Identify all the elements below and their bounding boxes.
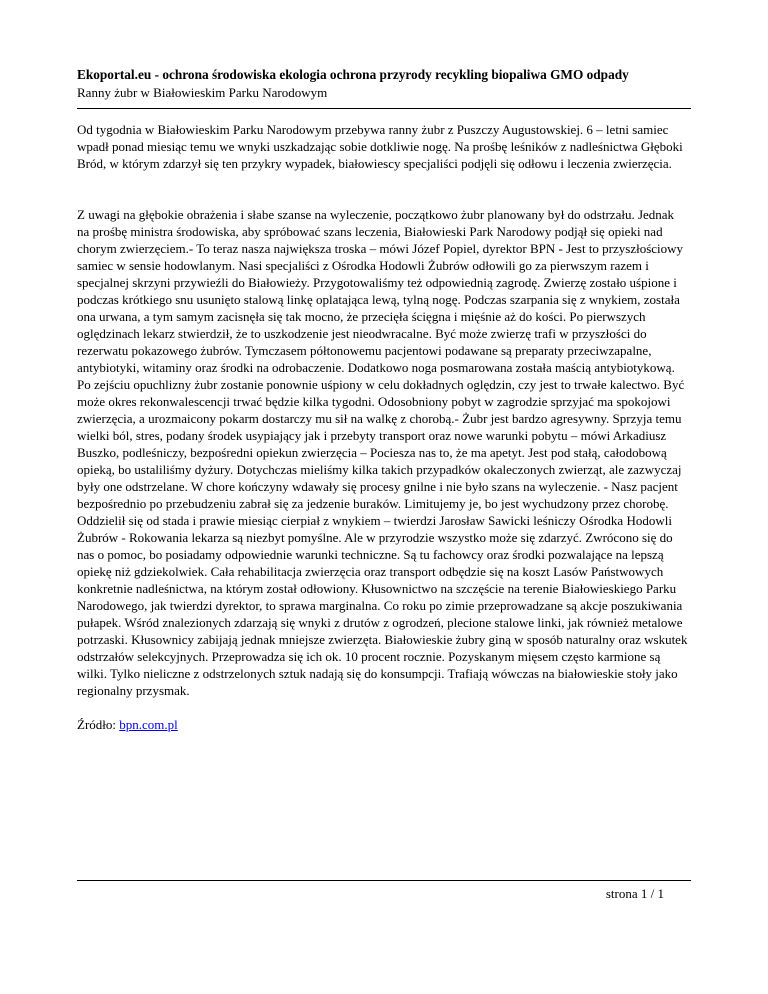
- header-divider: [77, 108, 691, 109]
- footer-divider: [77, 880, 691, 881]
- site-title: Ekoportal.eu - ochrona środowiska ekologia ochrona przyrody recykling biopaliwa GMO odpady: [77, 67, 629, 82]
- source-link[interactable]: bpn.com.pl: [119, 717, 178, 732]
- source-label: Źródło:: [77, 717, 116, 732]
- page-number: strona 1 / 1: [605, 886, 664, 901]
- article-body: [77, 121, 689, 733]
- article-paragraph-2: Z uwagi na głębokie obrażenia i słabe szanse na wyleczenie, początkowo żubr planowany był do odstrzału. Jednak na prośbę ministra środowiska, aby spróbować szans leczenia, Białowieski Park Narodowy podjął się opieki nad chorym zwierzęciem.- To teraz nasza największa troska – mówi Józef Popiel, dyrektor BPN - Jest to przyszłościowy samiec w sensie hodowlanym. Nasi specjaliści z Ośrodka Hodowli Żubrów odłowili go za pierwszym razem i specjalnej skrzyni przywieźli do Białowieży. Przygotowaliśmy też odpowiednią zagrodę. Zwierzę zostało uśpione i podczas krótkiego snu usunięto stalową linkę oplatająca lewą, tylną nogę. Podczas szarpania się z wnykiem, została ona urwana, a tym samym zacisnęła się tak mocno, że przecięła ścięgna i mięśnie aż do kości. Po pierwszych oględzinach lekarz stwierdził, że to uszkodzenie jest nieodwracalne. Być może zwierzę trafi w przyszłości do rezerwatu pokazowego żubrów. Tymczasem półtonowemu pacjentowi podawane są preparaty przeciwzapalne, antybiotyki, witaminy oraz środki na odrobaczenie. Dodatkowo noga posmarowana została maścią antybiotykową. Po zejściu opuchlizny żubr zostanie ponownie uśpiony w celu dokładnych oględzin, czy jest to trwałe kalectwo. Być może okres rekonwalescencji trwać będzie kilka tygodni. Odosobniony pobyt w zagrodzie sprzyjać ma spokojowi zwierzęcia, a urozmaicony pokarm dostarczy mu sił na walkę z chorobą.- Żubr jest bardzo agresywny. Sprzyja temu wielki ból, stres, podany środek usypiający jak i przebyty transport oraz nowe warunki pobytu – mówi Arkadiusz Buszko, podleśniczy, bezpośredni opiekun zwierzęcia – Pociesza nas to, że ma apetyt. Jest pod stałą, całodobową opieką, bo ustaliliśmy dyżury. Dotychczas mieliśmy kilka takich przypadków okaleczonych zwierząt, ale zazwyczaj były one odstrzelane. W chore kończyny wdawały się procesy gnilne i nie było szans na wyleczenie. - Nasz pacjent bezpośrednio po przebudzeniu zabrał się za jedzenie buraków. Limitujemy je, bo jest wychudzony przez chorobę. Oddzielił się od stada i prawie miesiąc cierpiał z wnykiem – twierdzi Jarosław Sawicki leśniczy Ośrodka Hodowli Żubrów - Rokowania lekarza są niezbyt pomyślne. Ale w przyrodzie wszystko może się zdarzyć. Zwrócono się do nas o pomoc, bo posiadamy odpowiednie warunki techniczne. Są tu fachowcy oraz środki pozwalające na lepszą opiekę niż gdziekolwiek. Cała rehabilitacja zwierzęcia oraz transport odbędzie się na koszt Lasów Państwowych konkretnie nadleśnictwa, na którym został odłowiony. Kłusownictwo na szczęście na terenie Białowieskiego Parku Narodowego, jak twierdzi dyrektor, to sprawa marginalna. Co roku po zimie przeprowadzane są akcje poszukiwania pułapek. Wśród znalezionych zdarzają się wnyki z drutów z ogrodzeń, plecione stalowe linki, jak również metalowe potrzaski. Kłusownicy zabijają jednak mniejsze zwierzęta. Białowieskie żubry giną w sposób naturalny oraz wskutek odstrzałów selekcyjnych. Przeprowadza się ich ok. 10 procent rocznie. Pozyskanym mięsem często karmione są wilki. Tylko nieliczne z odstrzelonych sztuk nadają się do konsumpcji. Trafiają wówczas na białowieskie stoły jako regionalny przysmak.: [77, 207, 688, 698]
- source-line: [77, 716, 689, 733]
- article-paragraph-1: Od tygodnia w Białowieskim Parku Narodowym przebywa ranny żubr z Puszczy Augustowskiej. 6 – letni samiec wpadł ponad miesiąc temu we wnyki uszkadzając sobie dotkliwie nogę. Na prośbę leśników z nadleśnictwa Głęboki Bród, w którym zdarzył się ten przykry wypadek, białowiescy specjaliści podjęli się odłowu i leczenia zwierzęcia.: [77, 122, 683, 171]
- article-subtitle: Ranny żubr w Białowieskim Parku Narodowym: [77, 85, 328, 100]
- document-header: [77, 66, 691, 101]
